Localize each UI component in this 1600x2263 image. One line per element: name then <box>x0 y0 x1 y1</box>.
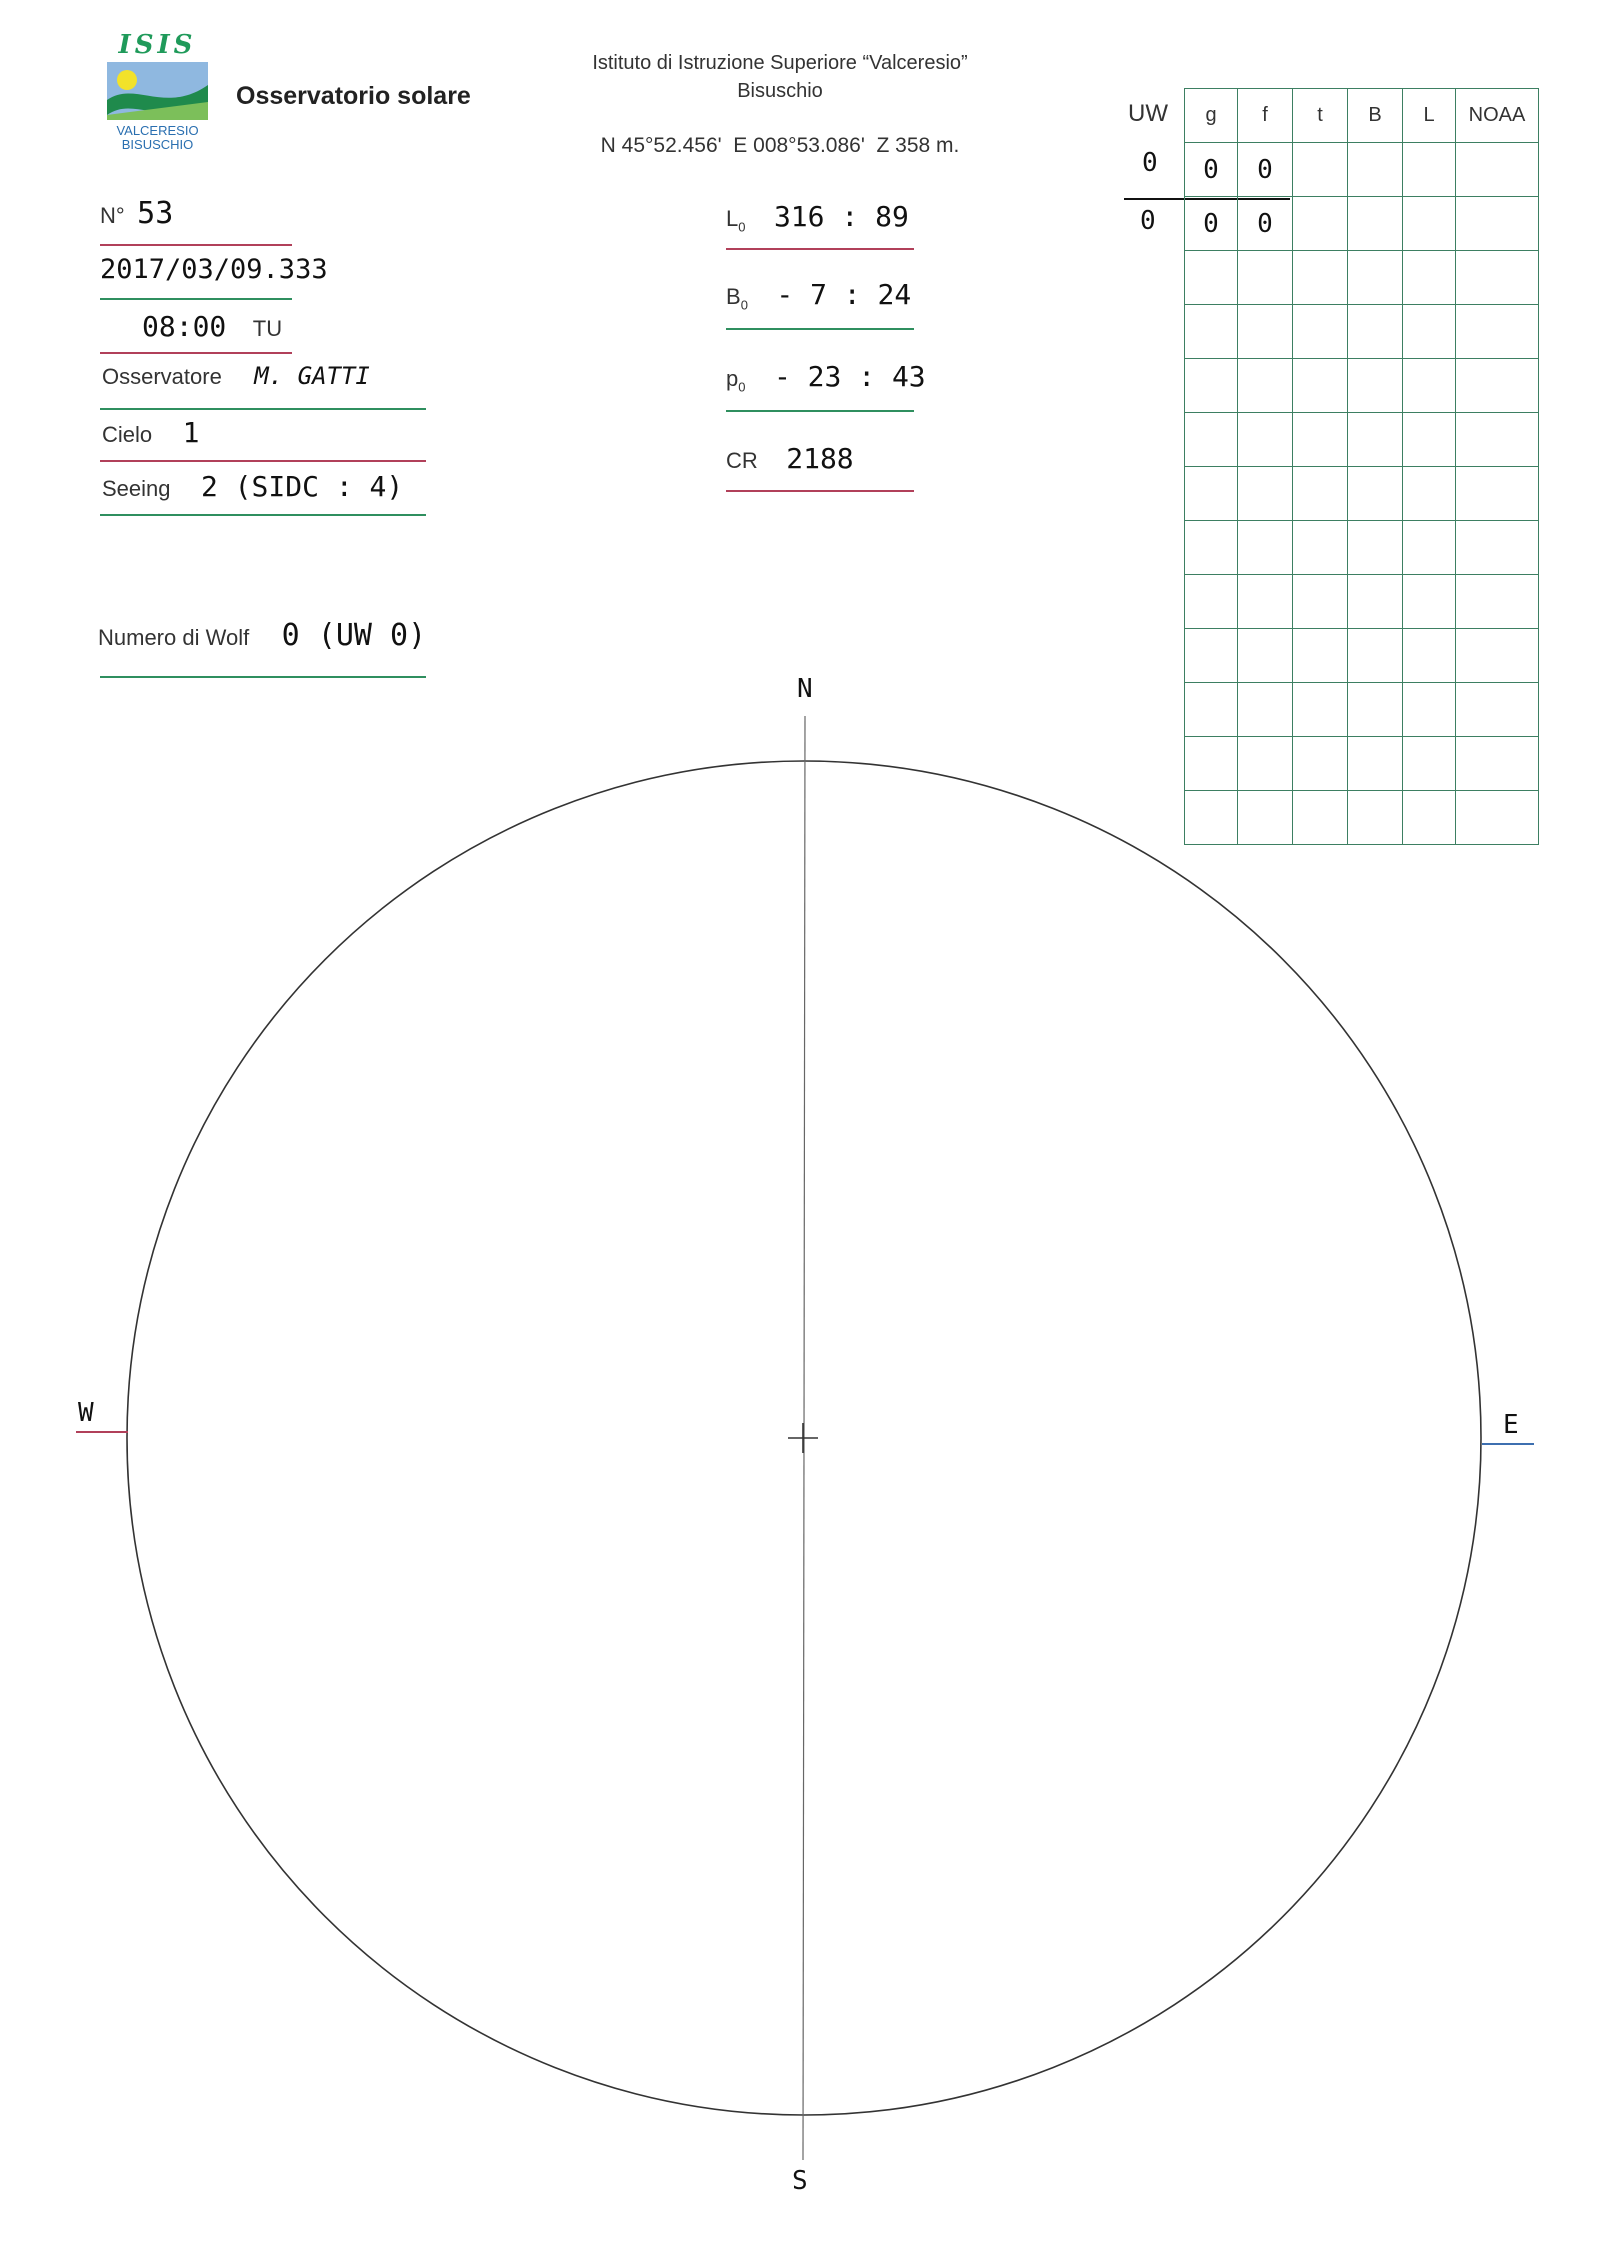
table-cell <box>1293 197 1348 251</box>
b0-label: $B_0$ <box>726 284 748 313</box>
header-f: f <box>1238 89 1293 143</box>
header-noaa: NOAA <box>1456 89 1539 143</box>
logo-caption-2: BISUSCHIO <box>121 137 194 152</box>
solar-disk <box>0 660 1600 2220</box>
uw-value: 0 <box>1142 148 1158 178</box>
l0-value: 316 : 89 <box>773 200 909 233</box>
table-row <box>1185 467 1539 521</box>
table-row <box>1185 521 1539 575</box>
table-row <box>1185 413 1539 467</box>
table-row <box>1185 251 1539 305</box>
b0-field <box>726 278 911 312</box>
time-unit: TU <box>252 316 283 341</box>
date-value: 2017/03/09.333 <box>100 254 328 285</box>
seeing-label: Seeing <box>102 476 171 501</box>
sky-value: 1 <box>182 416 200 449</box>
east-label: E <box>1503 1410 1519 1440</box>
logo-emblem-icon <box>105 60 210 122</box>
uw-value: 0 <box>1140 206 1156 236</box>
table-cell <box>1456 143 1539 197</box>
divider <box>726 490 914 492</box>
observatory-title: Osservatorio solare <box>236 82 471 110</box>
divider <box>100 352 292 354</box>
wolf-label: Numero di Wolf <box>98 625 250 650</box>
table-row <box>1185 575 1539 629</box>
sky-field <box>102 416 199 449</box>
uw-label: UW <box>1128 100 1168 127</box>
divider <box>100 460 426 462</box>
observer-label: Osservatore <box>102 364 222 389</box>
divider <box>726 248 914 250</box>
time-field <box>142 310 282 343</box>
table-row <box>1185 143 1539 197</box>
observer-value: M. GATTI <box>254 362 370 390</box>
north-label: N <box>797 674 813 704</box>
wolf-value: 0 (UW 0) <box>281 618 427 653</box>
table-cell <box>1293 143 1348 197</box>
table-row <box>1185 197 1539 251</box>
time-value: 08:00 <box>142 310 227 343</box>
divider <box>100 298 292 300</box>
header-t: t <box>1293 89 1348 143</box>
header-b: B <box>1348 89 1403 143</box>
p0-field <box>726 360 926 394</box>
table-cell: 0 <box>1238 197 1293 251</box>
table-cell: 0 <box>1238 143 1293 197</box>
divider <box>100 244 292 246</box>
number-value: 53 <box>137 196 174 231</box>
table-cell <box>1403 197 1456 251</box>
institute-town: Bisuschio <box>737 80 823 102</box>
cr-field <box>726 442 854 475</box>
institute-name: Istituto di Istruzione Superiore “Valceresio” <box>592 52 968 74</box>
divider <box>100 514 426 516</box>
l0-field <box>726 200 909 234</box>
table-cell <box>1348 197 1403 251</box>
table-row <box>1185 305 1539 359</box>
seeing-value: 2 (SIDC : 4) <box>200 470 404 503</box>
l0-label: $L_0$ <box>726 206 746 235</box>
coordinates: N 45°52.456' E 008°53.086' Z 358 m. <box>600 134 960 157</box>
south-label: S <box>792 2166 808 2196</box>
p0-label: $p_0$ <box>726 366 746 395</box>
table-cell <box>1348 143 1403 197</box>
cr-value: 2188 <box>786 442 854 475</box>
b0-value: - 7 : 24 <box>776 278 912 311</box>
table-cell: 0 <box>1185 143 1238 197</box>
table-cell <box>1456 197 1539 251</box>
number-field <box>100 196 173 231</box>
logo-caption-1: VALCERESIO <box>116 123 199 138</box>
table-cell: 0 <box>1185 197 1238 251</box>
divider <box>726 410 914 412</box>
divider <box>100 408 426 410</box>
wolf-field <box>98 618 426 653</box>
sky-label: Cielo <box>102 422 153 447</box>
west-label: W <box>78 1398 94 1428</box>
header-g: g <box>1185 89 1238 143</box>
cr-label: CR <box>726 448 758 473</box>
divider <box>726 328 914 330</box>
table-row <box>1185 359 1539 413</box>
p0-value: - 23 : 43 <box>773 360 926 393</box>
number-label: N° <box>100 203 125 228</box>
seeing-field <box>102 470 403 503</box>
logo <box>105 30 210 158</box>
header-l: L <box>1403 89 1456 143</box>
observer-field <box>102 362 370 390</box>
logo-text: ISIS <box>118 30 197 60</box>
table-cell <box>1403 143 1456 197</box>
